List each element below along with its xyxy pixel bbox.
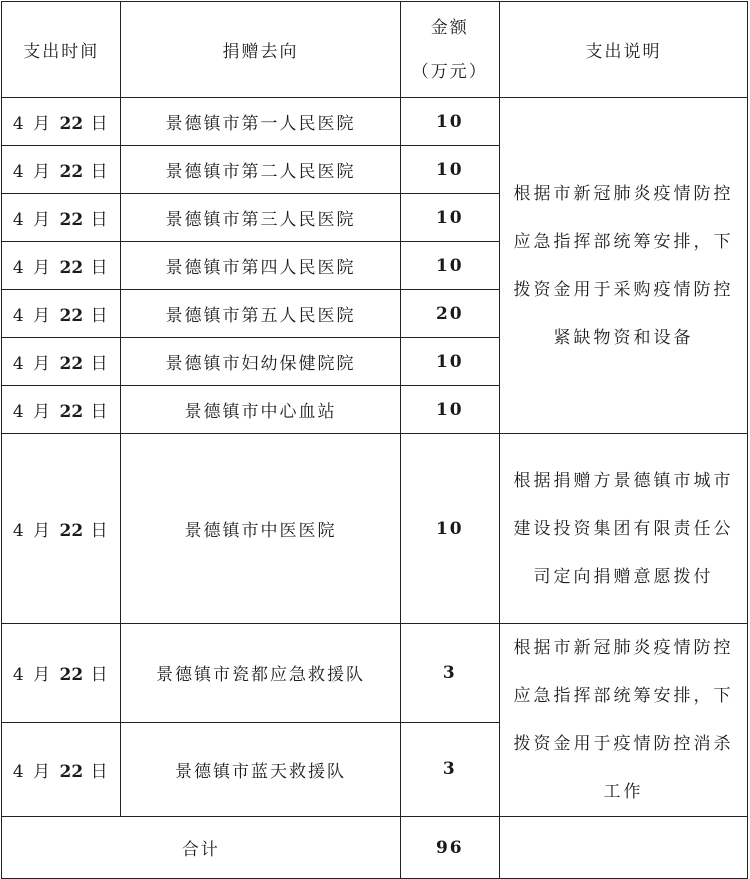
row-amount: 10: [400, 242, 499, 290]
row-destination: 景德镇市第一人民医院: [121, 98, 400, 146]
row-destination: 景德镇市妇幼保健院院: [121, 338, 400, 386]
note-group-3: [499, 624, 747, 817]
note-group-2: [499, 434, 747, 624]
header-amount-line2: （万元）: [411, 61, 488, 82]
table-row: [2, 624, 748, 723]
row-date: 4 月 22 日: [2, 338, 121, 386]
note-text: 根据市新冠肺炎疫情防控应急指挥部统筹安排，下拨资金用于采购疫情防控紧缺物资和设备: [513, 183, 734, 348]
row-amount: 3: [400, 624, 499, 723]
note-text: 根据捐赠方景德镇市城市建设投资集团有限责任公司定向捐赠意愿拨付: [513, 470, 734, 587]
row-date: 4 月 22 日: [2, 386, 121, 434]
row-amount: 10: [400, 434, 499, 624]
row-amount: 10: [400, 338, 499, 386]
row-destination: 景德镇市中心血站: [121, 386, 400, 434]
row-date: 4 月 22 日: [2, 146, 121, 194]
header-time: 支出时间: [2, 2, 121, 98]
row-date: 4 月 22 日: [2, 194, 121, 242]
row-destination: 景德镇市瓷都应急救援队: [121, 624, 400, 723]
header-note: 支出说明: [499, 2, 747, 98]
row-amount: 3: [400, 722, 499, 817]
header-amount-line1: 金额: [430, 17, 469, 38]
note-group-1: [499, 98, 747, 434]
row-destination: 景德镇市第四人民医院: [121, 242, 400, 290]
row-date: 4 月 22 日: [2, 624, 121, 723]
row-date: 4 月 22 日: [2, 722, 121, 817]
row-amount: 10: [400, 194, 499, 242]
row-amount: 10: [400, 146, 499, 194]
donation-expenditure-table: [1, 1, 748, 879]
total-note: [499, 817, 747, 879]
table-row: [2, 98, 748, 146]
total-amount: 96: [400, 817, 499, 879]
row-destination: 景德镇市蓝天救援队: [121, 722, 400, 817]
row-destination: 景德镇市中医医院: [121, 434, 400, 624]
note-text: 根据市新冠肺炎疫情防控应急指挥部统筹安排，下拨资金用于疫情防控消杀工作: [513, 638, 734, 802]
row-destination: 景德镇市第三人民医院: [121, 194, 400, 242]
row-date: 4 月 22 日: [2, 434, 121, 624]
total-label: 合计: [2, 817, 401, 879]
row-amount: 10: [400, 98, 499, 146]
total-row: [2, 817, 748, 879]
header-amount: [400, 2, 499, 98]
header-row: [2, 2, 748, 98]
row-destination: 景德镇市第二人民医院: [121, 146, 400, 194]
row-amount: 20: [400, 290, 499, 338]
row-date: 4 月 22 日: [2, 290, 121, 338]
row-date: 4 月 22 日: [2, 242, 121, 290]
row-date: 4 月 22 日: [2, 98, 121, 146]
table-row: [2, 434, 748, 624]
row-amount: 10: [400, 386, 499, 434]
header-destination: 捐赠去向: [121, 2, 400, 98]
row-destination: 景德镇市第五人民医院: [121, 290, 400, 338]
